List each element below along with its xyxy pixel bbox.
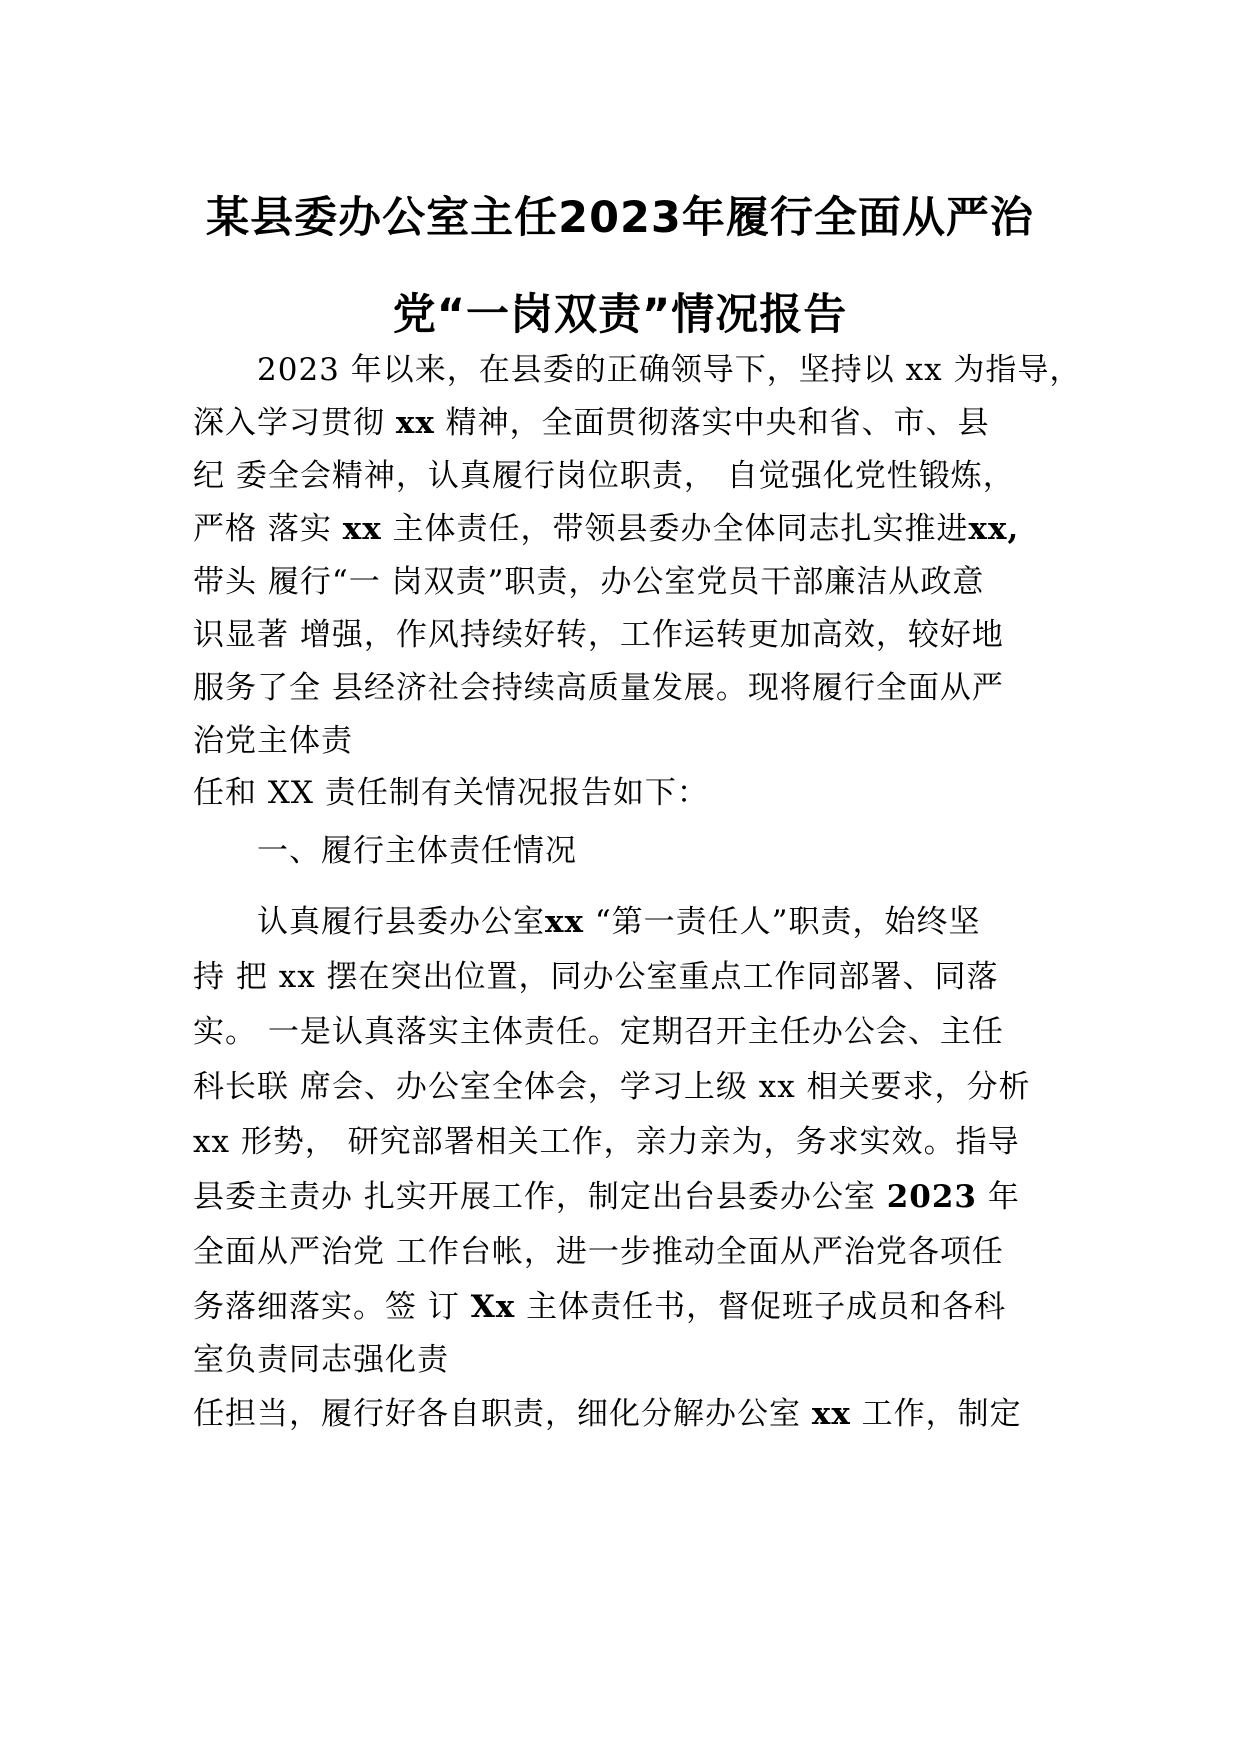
body-line-5: 带头 履行“一 岗双责”职责，办公室党员干部廉洁从政意: [193, 564, 985, 600]
body-line-9: 任和 XX 责任制有关情况报告如下：: [193, 775, 709, 811]
body-line-3: 纪 委全会精神，认真履行岗位职责， 自觉强化党性锻炼，: [193, 458, 1015, 494]
body-line-19: 任担当，履行好各自职责，细化分解办公室 xx 工作，制定: [193, 1396, 1022, 1432]
body-line-4: 严格 落实 xx 主体责任，带领县委办全体同志扎实推进xx,: [193, 511, 1020, 547]
body-line-18: 室负责同志强化责: [193, 1342, 449, 1378]
body-line-2: 深入学习贯彻 xx 精神，全面贯彻落实中央和省、市、县: [193, 405, 990, 441]
body-line-14: xx 形势， 研究部署相关工作，亲力亲为，务求实效。指导: [193, 1124, 1020, 1160]
section-heading-1: 一、履行主体责任情况: [257, 833, 577, 869]
body-line-15: 县委主责办 扎实开展工作，制定出台县委办公室 2023 年: [193, 1179, 1020, 1215]
body-line-12: 实。 一是认真落实主体责任。定期召开主任办公会、主任: [193, 1014, 1004, 1050]
body-line-10: 认真履行县委办公室xx “第一责任人”职责，始终坚: [257, 904, 981, 940]
document-title-line-2: 党“一岗双责”情况报告: [392, 290, 848, 340]
body-line-7: 服务了全 县经济社会持续高质量发展。现将履行全面从严: [193, 670, 1004, 706]
body-line-16: 全面从严治党 工作台帐，进一步推动全面从严治党各项任: [193, 1234, 1004, 1270]
document-title-line-1: 某县委办公室主任2023年履行全面从严治: [206, 193, 1034, 243]
body-line-6: 识显著 增强，作风持续好转，工作运转更加高效，较好地: [193, 617, 1004, 653]
body-line-8: 治党主体责: [193, 723, 353, 759]
body-line-11: 持 把 xx 摆在突出位置，同办公室重点工作同部署、同落: [193, 959, 999, 995]
body-line-17: 务落细落实。签 订 Xx 主体责任书，督促班子成员和各科: [193, 1289, 1007, 1325]
body-line-1: 2023 年以来，在县委的正确领导下，坚持以 xx 为指导，: [257, 352, 1082, 388]
body-line-13: 科长联 席会、办公室全体会，学习上级 xx 相关要求，分析: [193, 1069, 1031, 1105]
